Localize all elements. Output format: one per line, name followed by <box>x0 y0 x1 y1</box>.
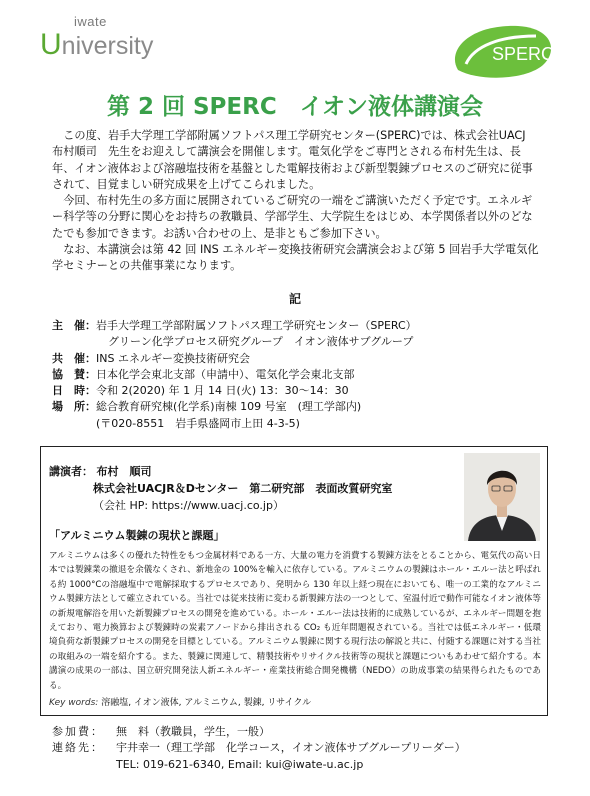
detail-label: 主 催： <box>52 319 96 332</box>
logo-iwate-text: iwate <box>74 14 107 29</box>
ki-heading: 記 <box>288 292 301 306</box>
detail-value: グリーン化学プロセス研究グループ イオン液体サブグループ <box>108 335 414 349</box>
detail-row <box>52 399 552 415</box>
lecture-abstract: アルミニウムは多くの優れた特性をもつ金属材料である一方、大量の電力を消費する製錬方法をとることから、電気代の高い日本では製錬業の撤退を余儀なくされ、新地金の 100%を輸入に依存している。アルミニウムの製錬はホール・エルー法と呼ばれる約 1000°Cの溶融塩中で電解採取するプロセスであり、発明から 130 年以上経つ現在においても、唯一の工業的なアルミニウム製錬方法として確立されている。当社では従来技術に変わる新製錬方法の一つとして、室温付近で動作可能なイオン液体等の新規電解浴を用いた新製錬プロセスの開発を進めている。ホール・エルー法は技術的に成熟しているが、エネルギー問題を抱えており、電力換算および製錬時の炭素アノードから排出される CO₂ も近年問題視されている。当社では低エネルギー・低環境負荷な新製錬プロセスの開発を目標としている。アルミニウム製錬に関する現行法の解説と共に、付随する課題に対する当社の取組みの一端を紹介する。また、製錬に関連して、精製技術やリサイクル技術等の現状と課題についもあわせて紹介する。本講演の成果の一部は、国立研究開発法人新エネルギー・産業技術総合開発機構（NEDO）の助成事業の結果得られたものである。 <box>49 551 541 691</box>
footer-row <box>52 724 552 740</box>
detail-row <box>52 367 552 383</box>
detail-label: 場 所： <box>52 400 96 414</box>
logo-u-letter: U <box>40 28 62 61</box>
footer-row <box>52 757 552 773</box>
logo-university-text <box>40 28 153 62</box>
detail-value: (〒020-8551 岩手県盛岡市上田 4-3-5) <box>96 416 300 430</box>
detail-value: INS エネルギー変換技術研究会 <box>96 351 250 365</box>
event-details <box>52 318 552 432</box>
iwate-university-logo <box>40 14 170 64</box>
lecturer-label: 講演者： <box>49 465 93 478</box>
lecture-title: 「アルミニウム製錬の現状と課題」 <box>49 529 225 542</box>
detail-row <box>52 383 552 399</box>
detail-label: 日 時： <box>52 384 96 398</box>
footer-label: 参加費： <box>52 725 104 738</box>
detail-row <box>52 351 552 367</box>
detail-row <box>52 318 552 334</box>
lecturer-portrait-icon <box>464 453 540 541</box>
sperc-logo-text: SPERC <box>492 44 555 64</box>
detail-label: 共 催： <box>52 351 96 365</box>
lecturer-affiliation: 株式会社UACJR＆Dセンター 第二研究部 表面改質研究室 <box>93 482 393 495</box>
footer-value: 宇井幸一（理工学部 化学コース，イオン液体サブグループリーダー） <box>116 741 466 755</box>
lecturer-photo <box>464 453 540 541</box>
lecturer-hp: （会社 HP: https://www.uacj.co.jp） <box>93 499 284 512</box>
footer-row <box>52 740 552 756</box>
logo-niversity: niversity <box>61 32 154 60</box>
keywords <box>49 695 311 708</box>
detail-row <box>52 334 552 350</box>
footer-label: 連絡先： <box>52 741 104 755</box>
detail-value: 岩手大学理工学部附属ソフトパス理工学研究センター（SPERC） <box>96 319 417 332</box>
detail-value: 令和 2(2020) 年 1 月 14 日(火) 13：30～14：30 <box>96 384 349 398</box>
lecturer-info <box>49 463 459 514</box>
intro-text <box>52 128 540 275</box>
footer-value: 無 料（教職員，学生，一般） <box>116 725 270 738</box>
detail-label: 協 賛： <box>52 367 96 381</box>
lecturer-name: 布村 順司 <box>96 465 152 478</box>
intro-paragraph: この度、岩手大学理工学部附属ソフトパス理工学研究センター(SPERC)では、株式会社UACJ 布村順司 先生をお迎えして講演会を開催します。電気化学をご専門とされる布村先生は、長年、イオン液体および溶融塩技術を基盤とした電解技術および新型製錬プロセスのご研究に従事されて、目覚ましい研究成果を上げてこられました。 <box>52 129 537 191</box>
keywords-label: Key words: <box>49 698 99 708</box>
lecture-box <box>40 446 548 716</box>
keywords-list: 溶融塩, イオン液体, アルミニウム, 製錬, リサイクル <box>101 698 312 708</box>
detail-value: 日本化学会東北支部（申請中）、電気化学会東北支部 <box>96 367 355 381</box>
footer-info <box>52 724 552 773</box>
page-title: 第 2 回 SPERC イオン液体講演会 <box>106 94 484 120</box>
intro-paragraph: 今回、布村先生の多方面に展開されているご研究の一端をご講演いただく予定です。エネルギー科学等の分野に関心をお持ちの教職員、学部学生、大学院生をはじめ、本学関係者以外のどなたでも参加できます。お誘い合わせの上、是非ともご参加下さい。 <box>52 194 533 240</box>
intro-paragraph: なお、本講演会は第 42 回 INS エネルギー変換技術研究会講演会および第 5 回岩手大学電気化学セミナーとの共催事業になります。 <box>52 243 539 273</box>
footer-contact: TEL: 019-621-6340, Email: kui@iwate-u.ac.jp <box>116 757 364 771</box>
detail-row <box>52 416 552 432</box>
detail-value: 総合教育研究棟(化学系)南棟 109 号室 (理工学部内) <box>96 400 362 414</box>
sperc-logo <box>440 20 560 82</box>
